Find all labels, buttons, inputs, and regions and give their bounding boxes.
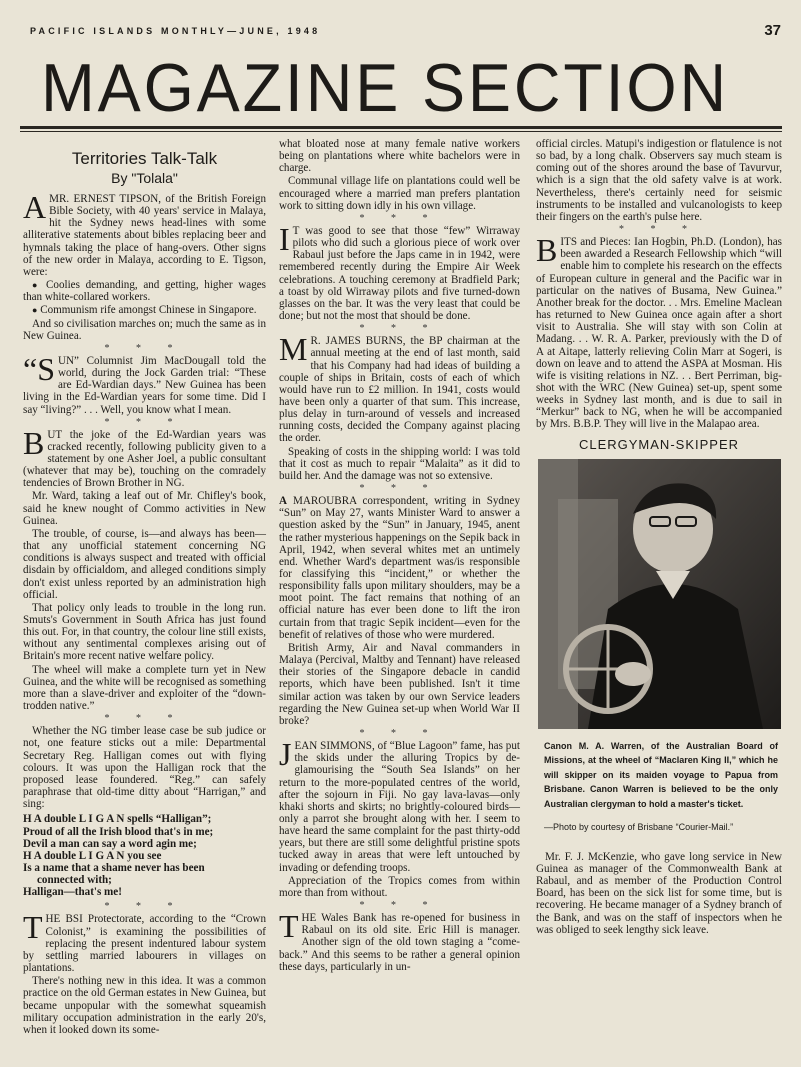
drop-cap: B xyxy=(23,424,45,461)
song-verse xyxy=(23,813,266,898)
section-separator: * * * xyxy=(359,900,440,912)
bullet-icon: ● xyxy=(32,305,38,316)
paragraph: I T was good to see that those “few” Wirraway pilots who did such a glorious piece of work over Rabaul just before the Japs came in in 1942, were remembered recently during the Empire Air Week celebrations. A touching ceremony at Bradfield Park; a toast by old Wirraway pilots and five turned-down glasses on the bar. It was the very least that could be done; but not the most that should be done. xyxy=(279,220,520,323)
verse-line: Proud of all the Irish blood that's in me; xyxy=(23,825,214,838)
paragraph: The wheel will make a complete turn yet in New Guinea, and the white will be recognised as something more than a slave-driver and exploiter of the “down-trodden native.” xyxy=(23,663,266,713)
paragraph: A MAROUBRA correspondent, writing in Sydney “Sun” on May 27, wants Minister Ward to answer a question asked by the “Sun” in January, 1945, anent the rather mysterious happenings on the Sepik back in April, 1942, when several whites met an untimely end. Whether Ward's department was/is responsible for classifying this “incident,” or whether the responsibility falls upon military shoulders, may be a moot point. The fact remains that nothing of an official nature has ever been done to lift the iron curtain from that tragic Sepik incident—even for the benefit of relatives of those who were murdered. xyxy=(279,495,520,641)
section-separator: * * * xyxy=(359,323,440,335)
paragraph: That policy only leads to trouble in the long run. Smuts's Government in South Africa has just found this out. For, in that country, the colour line still exists, without any sentimental complexes arising out of Britain's more recent native welfare policy. xyxy=(23,601,266,663)
drop-cap: M xyxy=(279,331,308,368)
column-2 xyxy=(279,138,520,974)
paragraph: There's nothing new in this idea. It was a common practice on the old German estates in New Guinea, but became unpopular with the somewhat squeamish military occupation administration in the early 20's, when it looked down its some- xyxy=(23,975,266,1036)
drop-cap: J xyxy=(279,736,292,773)
paragraph: THE Wales Bank has re-opened for business in Rabaul on its old site. Eric Hill is manager. Another sign of the old town staging a “come-back.” And this seems to be rather a general opinion these days, particularly in un- xyxy=(279,908,520,973)
drop-cap: T xyxy=(279,908,299,945)
paragraph: BITS and Pieces: Ian Hogbin, Ph.D. (London), has been awarded a Research Fellowship which “will enable him to complete his research on the effects of European culture in general and the Pacific war in particular on the natives of Busama, New Guinea.” Another break for the doctor. . . Mrs. Emeline Maclean has returned to New Guinea once again after a short visit to Australia. She will stay with son Colin at Madang. . . W. R. A. Parker, previously with the D of A at Aitape, latterly relieving Colin Marr at Sogeri, is down on leave and to attend the ASPA at Mosman. His wife is visiting relations in NZ. . . Bert Perriman, big-shot with the WRC (New Guinea) set-up, spent some weeks in Sydney last month, and is due to sail in “Merkur” back to NG, when he will be accompanied by Mrs. B.B.P. They will live in the Malapao area. xyxy=(536,232,782,431)
drop-cap: A xyxy=(23,189,47,225)
drop-cap: T xyxy=(23,909,43,946)
verse-line: H A double L I G A N spells “Halligan”; xyxy=(23,813,212,826)
bullet-item: ● Communism rife amongst Chinese in Singapore. xyxy=(32,304,257,317)
paragraph: And so civilisation marches on; much the same as in New Guinea. xyxy=(23,317,266,342)
paragraph: Whether the NG timber lease case be sub judice or not, one feature sticks out a mile: Departmental Secretary Reg. Halligan comes out with flying colours. It was upon the Halligan rock that the proposed lease foundered. “Reg.” can safely paraphrase that old-time ditty about “Harrigan,” and sing: xyxy=(23,725,266,811)
running-head: PACIFIC ISLANDS MONTHLY—JUNE, 1948 xyxy=(30,26,321,36)
drop-cap: I xyxy=(279,220,290,257)
paragraph: AMR. ERNEST TIPSON, of the British Foreign Bible Society, with 40 years' service in Malaya, hit the Sydney news head-lines with some alliterative statements about bibles replacing beer and hymnals taking the place of hang-overs. Other signs of the new order in Malaya, according to E. Tigson, were: xyxy=(23,189,266,278)
paragraph: Mr. F. J. McKenzie, who gave long service in New Guinea as manager of the Commonwealth Bank at Rabaul, and as member of the Production Control Board, has been on the sick list for some time, but is recovering. He became manager of a Sydney branch of the Bank, and was on the staff of inspectors when he was obliged to seek lengthy sick leave. xyxy=(536,850,782,936)
bullet-icon: ● xyxy=(32,280,41,291)
paragraph: M R. JAMES BURNS, the BP chairman at the annual meeting at the end of last month, said that his Company had had ideas of building a couple of ships in Britain, costs of each of which would have run to £2 million. In 1941, costs would have been only a quarter of that sum. This increase, plus delay in turn-around of vessels and increased running costs, decided the Company against placing the order. xyxy=(279,331,520,445)
verse-line: H A double L I G A N you see xyxy=(23,849,162,862)
paragraph: Speaking of costs in the shipping world: I was told that it cost as much to repair “Malaita” as it did to build her. And the damage was not so extensive. xyxy=(279,445,520,482)
drop-cap: B xyxy=(536,232,558,269)
drop-cap: “S xyxy=(23,350,55,387)
paragraph: BUT the joke of the Ed-Wardian years was cracked recently, following publicity given to a statement by one Asher Joel, a public consultant (whatever that may be), touching on the comradely tendencies of Brown Brother in NG. xyxy=(23,424,266,490)
paragraph: Appreciation of the Tropics comes from within more than from without. xyxy=(279,874,520,899)
section-separator: * * * xyxy=(359,212,440,224)
masthead: MAGAZINE SECTION xyxy=(40,50,730,126)
section-separator: * * * xyxy=(104,416,185,428)
article-byline: By "Tolala" xyxy=(111,170,178,186)
section-separator: * * * xyxy=(104,901,185,913)
column-1 xyxy=(23,142,266,1037)
paragraph: Communal village life on plantations could well be encouraged where a married man prefers plantation work to sitting down idly in his own village. xyxy=(279,175,520,212)
photo-caption: Canon M. A. Warren, of the Australian Board of Missions, at the wheel of “Maclaren King II,” which he will skipper on its maiden voyage to Papua from Brisbane. Canon Warren is believed to be the only Australian clergyman to hold a master's ticket. xyxy=(544,740,778,809)
bullet-item: ● Coolies demanding, and getting, higher wages than white-collared workers. xyxy=(23,279,267,304)
photo-credit: —Photo by courtesy of Brisbane “Courier-Mail.” xyxy=(544,822,734,833)
section-separator: * * * xyxy=(619,224,699,236)
masthead-rule-thin xyxy=(20,131,782,132)
verse-line: Devil a man can say a word agin me; xyxy=(23,837,197,850)
paragraph: “SUN” Columnist Jim MacDougall told the world, during the Jock Garden trial: “These are Ed-Wardian days.” New Guinea has been living in the Ed-Wardian years for some time. Did I say “living?” . . . Well, you know what I mean. xyxy=(23,350,266,416)
paragraph: British Army, Air and Naval commanders in Malaya (Percival, Maltby and Tennant) have released their stories of the Singapore debacle in candid reports, which have been published. Isn't it time similar action was taken by our own Service leaders regarding the New Guinea set-up when World War II broke? xyxy=(279,641,520,727)
column-3 xyxy=(536,138,782,937)
paragraph: The trouble, of course, is—and always has been—that any unofficial statement concerning NG conditions is always suspect and treated with official disdain by officialdom, and alleged conditions simply don't exist unless reported by an administration high official. xyxy=(23,527,266,601)
verse-line: Is a name that a shame never has been xyxy=(23,861,205,874)
section-separator: * * * xyxy=(359,728,440,740)
masthead-rule xyxy=(20,126,782,129)
paragraph: official circles. Matupi's indigestion or flatulence is not so bad, by a long chalk. Observers say much steam is coming out of the shores around the base of Tavurvur, which is a sign that the old safety valve is at work. Nevertheless, there's certainly need for seismic instruments to be installed and vulcanologists to keep their fingers on the earth's pulse here. xyxy=(536,138,782,223)
section-separator: * * * xyxy=(359,483,440,495)
section-separator: * * * xyxy=(104,342,185,354)
verse-line: Halligan—that's me! xyxy=(23,886,122,899)
paragraph: JEAN SIMMONS, of “Blue Lagoon” fame, has put the skids under the alluring Tropics by de-glamourising the “South Sea Islands” on her return to the more-populated centres of the world, after the sojourn in Fiji. No gay lava-lavas—only khaki shorts and skirts; no brightly-coloured birds—only a parrot she brought along with her. I seem to have heard the same complaint for the past thirty-odd years, but there are still some delightful pristine spots tucked away in areas that were left untouched by invading or defending troops. xyxy=(279,736,520,874)
section-separator: * * * xyxy=(104,713,185,725)
paragraph: Mr. Ward, taking a leaf out of Mr. Chifley's book, said he knew nought of Commo activities in New Guinea. xyxy=(23,490,266,527)
photo-heading: CLERGYMAN-SKIPPER xyxy=(578,436,740,452)
lead-letter: A xyxy=(279,495,288,508)
page-number: 37 xyxy=(764,22,781,39)
clergyman-photo xyxy=(538,459,781,729)
verse-line: connected with; xyxy=(37,874,112,887)
paragraph: THE BSI Protectorate, according to the “Crown Colonist,” is examining the possibilities of replacing the present indentured labour system by settling married labourers in villages on plantations. xyxy=(23,909,266,975)
paragraph: what bloated nose at many female native workers being on plantations where white bachelors were in charge. xyxy=(279,138,520,175)
article-title: Territories Talk-Talk xyxy=(71,149,218,168)
